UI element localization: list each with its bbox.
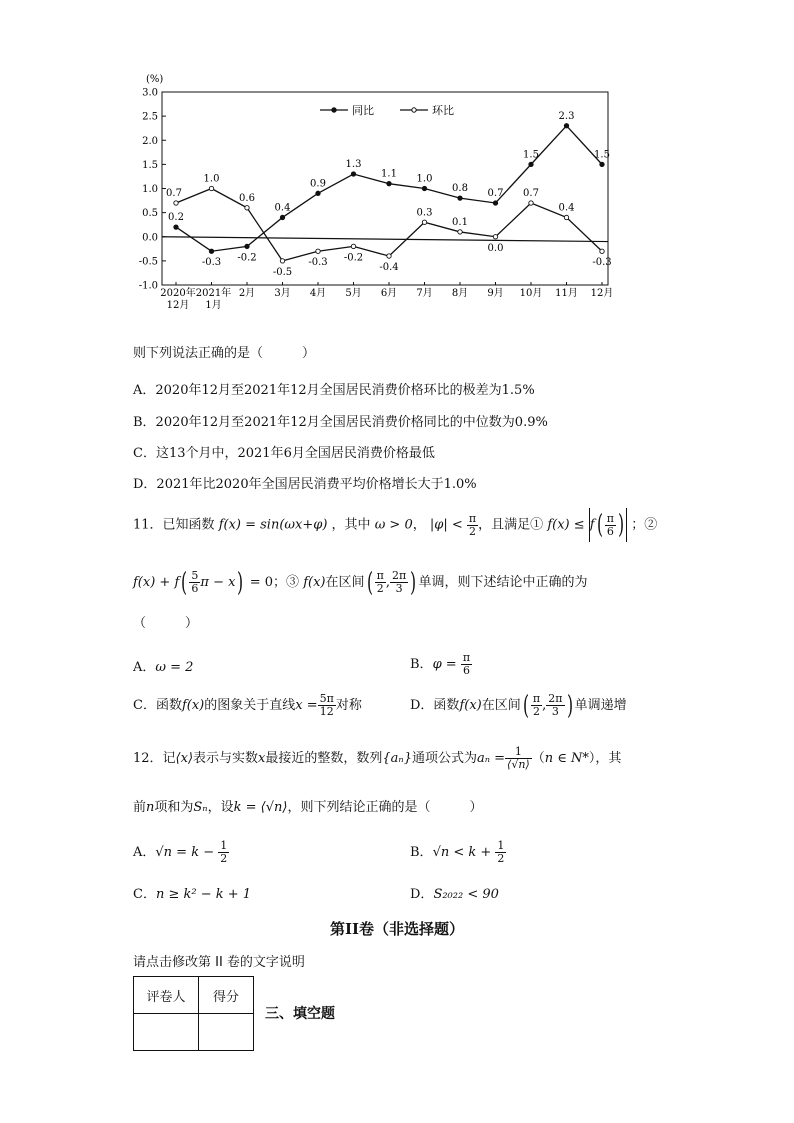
q11-option-a[interactable]	[133, 656, 193, 675]
data-point	[529, 162, 533, 166]
q12-option-b[interactable]	[410, 836, 506, 870]
option-math: x =	[295, 698, 318, 713]
table-cell-score[interactable]	[199, 1014, 254, 1051]
data-point	[245, 206, 249, 210]
q12-sequence: {aₙ}	[382, 751, 412, 766]
pi-over-6: $\frac{\pi}{6}$	[606, 511, 614, 538]
table-header-score: 得分	[199, 977, 254, 1014]
data-point	[351, 244, 355, 248]
pi-over-2: $\frac{\pi}{2}$	[468, 511, 477, 538]
q12-n-in: n ∈ N*	[544, 751, 589, 766]
data-label: -0.3	[201, 257, 222, 269]
table-header-grader: 评卷人	[134, 977, 199, 1014]
option-text: D．函数	[410, 698, 460, 713]
data-label: -0.2	[343, 252, 364, 264]
y-tick-label: 2.0	[142, 135, 158, 147]
data-point	[422, 186, 426, 190]
data-label: 0.8	[452, 183, 468, 195]
option-text: 在区间	[481, 698, 521, 713]
x-tick-label: 12月	[166, 300, 190, 311]
q11-text: 在区间	[325, 575, 365, 590]
five-over-six: $\frac{5}{6}$	[191, 569, 199, 595]
data-point	[316, 191, 320, 195]
data-label: -0.5	[272, 266, 293, 278]
option-letter: B．	[410, 657, 433, 672]
option-letter: C．	[133, 887, 156, 902]
x-tick-label: 2021年	[195, 288, 232, 299]
data-label: 0.9	[310, 178, 326, 190]
q11-fx: f(x)	[181, 698, 205, 713]
q11-pi-minus-x: π − x	[200, 575, 236, 590]
data-point	[458, 230, 462, 234]
chart-ylabel: (%)	[146, 74, 164, 85]
data-label: -0.4	[379, 262, 399, 274]
q11-f: f	[589, 517, 595, 533]
q12-text: ），其	[588, 751, 622, 766]
q12-angle-x: ⟨x⟩	[175, 751, 194, 766]
q12-line2	[133, 795, 482, 821]
data-label: 0.1	[452, 216, 468, 228]
series-group	[166, 111, 612, 278]
section-note[interactable]: 请点击修改第 II 卷的文字说明	[133, 955, 305, 970]
q11-fx-le: f(x) ≤	[547, 517, 585, 533]
q12-text: 表示与实数	[193, 751, 259, 766]
q10-option-a[interactable]: A．2020年12月至2021年12月全国居民消费价格环比的极差为1.5%	[133, 383, 535, 398]
x-tick-label: 12月	[590, 288, 614, 299]
q11-text: 11．已知函数	[133, 517, 215, 533]
data-label: 2.3	[558, 110, 575, 122]
chart-legend	[320, 103, 454, 117]
option-text: 对称	[335, 698, 362, 713]
q12-text: 最接近的整数，数列	[265, 751, 383, 766]
q10-option-b[interactable]: B．2020年12月至2021年12月全国居民消费价格同比的中位数为0.9%	[133, 415, 548, 430]
data-point	[600, 162, 604, 166]
y-tick-label: 3.0	[142, 87, 158, 99]
x-axis	[160, 282, 613, 311]
part-title-fill-blank: 三、填空题	[265, 1006, 335, 1022]
score-table	[133, 976, 254, 1051]
legend-marker	[332, 108, 336, 112]
q11-text: ，其中	[331, 517, 371, 533]
q12-text: 项和为	[154, 800, 194, 815]
q11-phi-cond: |φ| <	[429, 517, 463, 533]
x-tick-label: 7月	[416, 288, 433, 299]
q11-answer-paren: （ ）	[133, 616, 199, 631]
data-label: 0.4	[274, 202, 291, 214]
y-tick-label: -0.5	[138, 256, 158, 268]
legend-marker	[412, 108, 416, 112]
data-point	[529, 201, 533, 205]
option-letter: A．	[133, 660, 156, 675]
option-text: C．函数	[133, 698, 182, 713]
q12-text: ，则下列结论正确的是（ ）	[287, 800, 483, 815]
x-tick-label: 10月	[519, 288, 543, 299]
x-tick-label: 4月	[309, 288, 327, 299]
q11-line1: 11．已知函数 f(x) = sin(ωx+φ) ，其中 ω > 0， |φ| < $\frac{\pi}{2}$ ，且满足① f(x) ≤ f( $\frac{\pi}{6}$ ) ；②	[133, 510, 658, 540]
data-point	[245, 244, 249, 248]
q12-text: 前	[133, 800, 147, 815]
q12-option-a[interactable]	[133, 836, 229, 870]
q12-x: x	[258, 751, 266, 766]
data-point	[564, 215, 568, 219]
q11-omega-cond: ω > 0	[374, 517, 413, 533]
cpi-line-chart	[120, 70, 620, 320]
data-label: -0.3	[592, 257, 612, 269]
data-label: 0.2	[168, 212, 184, 224]
x-tick-label: 1月	[205, 300, 222, 311]
data-label: 1.0	[203, 173, 220, 185]
x-tick-label: 6月	[380, 288, 398, 299]
option-text: 单调递增	[574, 698, 627, 713]
two-pi-over-3: $\frac{2\pi}{3}$	[392, 569, 407, 595]
data-label: 0.0	[487, 242, 504, 254]
x-tick-label: 9月	[487, 288, 504, 299]
q12-option-d[interactable]	[410, 883, 499, 902]
q10-option-c[interactable]: C．这13个月中，2021年6月全国居民消费价格最低	[133, 446, 435, 461]
data-label: 0.6	[239, 192, 255, 204]
option-math: S₂₀₂₂ < 90	[433, 887, 499, 902]
abs-bar	[626, 508, 627, 542]
pi-over-6: $\frac{\pi}{6}$	[462, 651, 471, 677]
q11-line2: f(x) + f( $\frac{5}{6}$ π − x) = 0；③ f(x)在区间( $\frac{\pi}{2}$ , $\frac{2\pi}{3}$ ) 单调，则下述结论中正确的为	[133, 567, 588, 598]
q10-stem: 则下列说法正确的是（ ）	[133, 346, 316, 361]
q11-fx: f(x)	[459, 698, 482, 713]
q12-text: 12．记	[133, 751, 176, 766]
q11-text: ，且满足①	[478, 517, 544, 533]
q11-text: ，	[412, 517, 426, 533]
data-label: 1.1	[381, 168, 397, 180]
q12-text: ，设	[207, 800, 234, 815]
q11-function-def: f(x) = sin(ωx+φ)	[218, 517, 328, 533]
data-label: 0.3	[416, 207, 433, 219]
q12-k-def: k = ⟨√n⟩	[233, 800, 288, 815]
q11-text: ；②	[631, 517, 658, 533]
data-label: 1.3	[345, 159, 362, 171]
data-point	[387, 254, 391, 258]
x-tick-label: 5月	[345, 288, 362, 299]
data-label: -0.2	[237, 252, 257, 264]
option-text: 的图象关于直线	[204, 698, 296, 713]
legend-label: 环比	[432, 104, 454, 117]
data-point	[174, 201, 178, 205]
legend-label: 同比	[352, 104, 374, 117]
data-point	[209, 186, 213, 190]
five-pi-over-12: $\frac{5\pi}{12}$	[319, 692, 334, 718]
pi-over-2: $\frac{\pi}{2}$	[532, 692, 541, 718]
option-math: n ≥ k² − k + 1	[155, 887, 252, 902]
table-cell-grader[interactable]	[134, 1014, 199, 1051]
q11-option-b[interactable]	[410, 648, 472, 682]
data-point	[458, 196, 462, 200]
x-tick-label: 11月	[555, 288, 578, 299]
data-point	[493, 201, 497, 205]
option-math: √n < k +	[432, 845, 492, 860]
data-point	[600, 249, 604, 253]
q11-fx: f(x)	[303, 575, 326, 590]
pi-over-2: $\frac{\pi}{2}$	[376, 569, 384, 595]
y-tick-label: -1.0	[138, 280, 158, 292]
q11-option-d[interactable]: D．函数f(x)在区间( $\frac{\pi}{2}$ , $\frac{2\pi}{3}$ ) 单调递增	[410, 690, 627, 721]
q11-text: 单调，则下述结论中正确的为	[418, 575, 588, 590]
q11-sum-expr: f(x) + f	[133, 575, 180, 590]
x-tick-label: 8月	[451, 288, 469, 299]
data-label: 1.5	[523, 149, 539, 161]
q11-text: = 0；③	[249, 575, 300, 590]
data-label: 0.7	[166, 187, 182, 199]
data-point	[351, 172, 355, 176]
data-point	[493, 235, 497, 239]
data-label: -0.3	[308, 257, 328, 269]
two-pi-over-3: $\frac{2\pi}{3}$	[548, 692, 563, 718]
plot-frame	[162, 92, 608, 285]
data-point	[564, 124, 568, 128]
x-tick-label: 2020年	[160, 288, 196, 299]
data-point	[387, 181, 391, 185]
one-half: $\frac{1}{2}$	[497, 839, 505, 865]
data-point	[174, 225, 178, 229]
q12-sn: Sₙ	[193, 800, 208, 815]
x-tick-label: 3月	[274, 288, 291, 299]
data-point	[209, 249, 213, 253]
y-tick-label: 1.0	[142, 184, 158, 195]
data-label: 0.7	[487, 187, 504, 199]
q12-n: n	[146, 800, 155, 815]
option-math: √n = k −	[155, 845, 215, 860]
data-point	[316, 249, 320, 253]
option-letter: D．	[410, 887, 434, 902]
y-tick-label: 2.5	[142, 111, 158, 123]
y-tick-label: 0.5	[142, 208, 158, 220]
one-over-angle-sqrt-n: $\frac{1}{⟨√n⟩}$	[507, 745, 530, 771]
option-letter: A．	[133, 845, 156, 860]
data-label: 1.5	[594, 149, 610, 161]
q11-option-c[interactable]	[133, 688, 362, 724]
option-letter: B．	[410, 845, 433, 860]
q12-text: （	[531, 751, 545, 766]
one-half: $\frac{1}{2}$	[220, 839, 228, 865]
section-title: 第II卷（非选择题）	[329, 920, 465, 938]
x-tick-label: 2月	[238, 288, 256, 299]
data-label: 0.4	[558, 202, 575, 214]
q12-an: aₙ =	[476, 751, 506, 766]
zero-line	[162, 237, 608, 242]
data-label: 1.0	[416, 173, 433, 185]
q12-option-c[interactable]	[133, 883, 251, 902]
q10-option-d[interactable]: D．2021年比2020年全国居民消费平均价格增长大于1.0%	[133, 477, 477, 492]
data-label: 0.7	[523, 187, 539, 199]
data-point	[422, 220, 426, 224]
option-math: ω = 2	[155, 660, 194, 675]
y-tick-label: 1.5	[142, 159, 158, 171]
data-point	[280, 259, 284, 263]
y-tick-label: 0.0	[142, 232, 158, 244]
option-math: φ =	[432, 657, 457, 672]
data-point	[280, 215, 284, 219]
q12-line1	[133, 742, 621, 776]
q12-text: 通项公式为	[411, 751, 477, 766]
